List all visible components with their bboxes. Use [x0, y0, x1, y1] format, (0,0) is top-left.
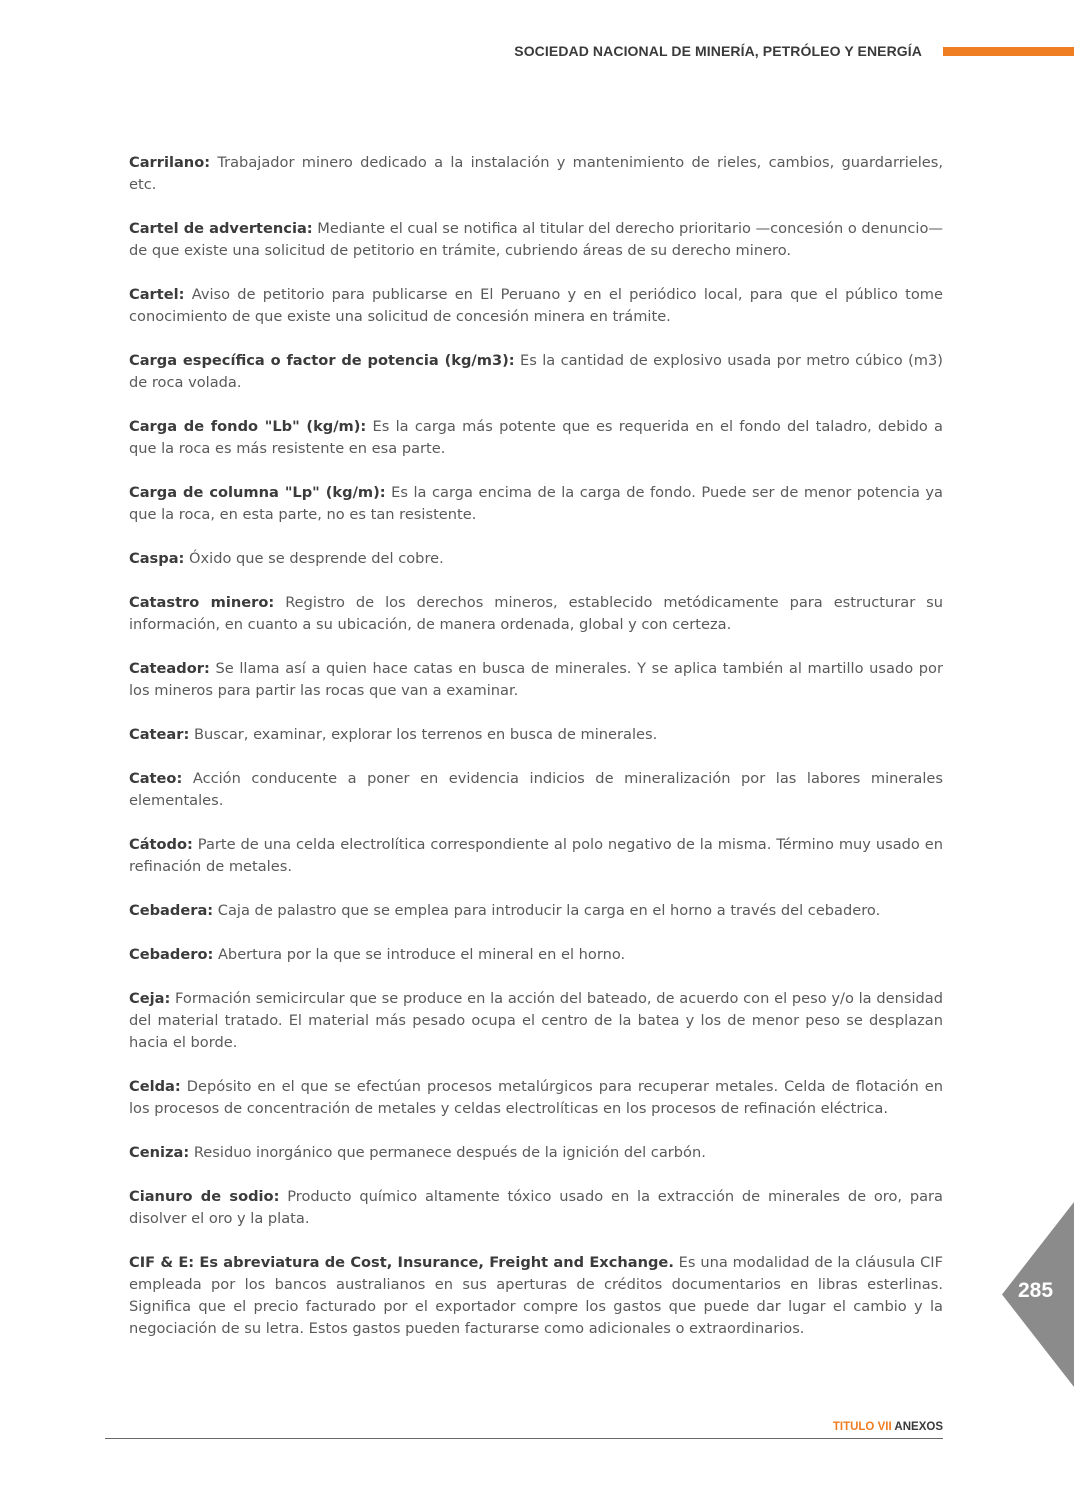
glossary-entry	[129, 988, 943, 1054]
glossary-term: Carrilano:	[129, 154, 211, 171]
glossary-definition: Mediante el cual se notifica al titular del derecho prioritario —concesión o denuncio—de que existe una solicitud de petitorio en trámite, cubriendo áreas de su derecho minero.	[129, 220, 944, 259]
glossary-definition: Óxido que se desprende del cobre.	[184, 550, 444, 567]
glossary-entry	[129, 900, 943, 922]
glossary-term: CIF & E: Es abreviatura de Cost, Insurance, Freight and Exchange.	[129, 1254, 674, 1271]
glossary-content	[129, 152, 943, 1362]
glossary-definition: Es la carga encima de la carga de fondo. Puede ser de menor potencia ya que la roca, en esta parte, no es tan resistente.	[129, 484, 943, 523]
glossary-term: Cateo:	[129, 770, 183, 787]
glossary-term: Cebadera:	[129, 902, 214, 919]
footer-section-label	[833, 1421, 943, 1433]
footer-section-number: TITULO VII	[832, 1421, 892, 1433]
glossary-entry	[129, 768, 943, 812]
glossary-definition: Es una modalidad de la cláusula CIF empleada por los bancos australianos en sus aperturas de créditos documentarios en libras esterlinas. Significa que el precio facturado por el exportador compre los gastos que puede dar lugar el cambio y la negociación de su letra. Estos gastos pueden facturarse como adicionales o extraordinarios.	[129, 1254, 943, 1337]
glossary-definition: Buscar, examinar, explorar los terrenos en busca de minerales.	[189, 726, 658, 743]
glossary-term: Catear:	[129, 726, 190, 743]
glossary-entry	[129, 658, 943, 702]
glossary-definition: Aviso de petitorio para publicarse en El Peruano y en el periódico local, para que el público tome conocimiento de que existe una solicitud de concesión minera en trámite.	[129, 286, 943, 325]
glossary-entry	[129, 218, 943, 262]
glossary-term: Carga específica o factor de potencia (kg/m3):	[129, 352, 515, 369]
glossary-term: Cátodo:	[129, 836, 193, 853]
glossary-term: Ceniza:	[129, 1144, 190, 1161]
glossary-entry	[129, 944, 943, 966]
glossary-definition: Se llama así a quien hace catas en busca de minerales. Y se aplica también al martillo usado por los mineros para partir las rocas que van a examinar.	[129, 660, 943, 699]
glossary-entry	[129, 284, 943, 328]
glossary-definition: Acción conducente a poner en evidencia indicios de mineralización por las labores minerales elementales.	[129, 770, 943, 809]
glossary-term: Cartel de advertencia:	[129, 220, 313, 237]
glossary-entry	[129, 416, 943, 460]
glossary-entry	[129, 834, 943, 878]
page-number: 285	[1018, 1279, 1054, 1302]
glossary-term: Ceja:	[129, 990, 171, 1007]
glossary-term: Caspa:	[129, 550, 185, 567]
glossary-entry	[129, 350, 943, 394]
glossary-entry	[129, 1076, 943, 1120]
glossary-definition: Trabajador minero dedicado a la instalación y mantenimiento de rieles, cambios, guardarrieles, etc.	[129, 154, 943, 193]
glossary-term: Cianuro de sodio:	[129, 1188, 280, 1205]
footer-section-name: ANEXOS	[894, 1421, 943, 1433]
glossary-definition: Formación semicircular que se produce en la acción del bateado, de acuerdo con el peso y/o la densidad del material tratado. El material más pesado ocupa el centro de la batea y los de menor peso se desplazan hacia el borde.	[129, 990, 943, 1051]
glossary-definition: Producto químico altamente tóxico usado en la extracción de minerales de oro, para disolver el oro y la plata.	[129, 1188, 943, 1227]
glossary-entry	[129, 1252, 943, 1340]
header-accent-bar	[943, 47, 1074, 56]
glossary-definition: Depósito en el que se efectúan procesos metalúrgicos para recuperar metales. Celda de flotación en los procesos de concentración de metales y celdas electrolíticas en los procesos de refinación eléctrica.	[129, 1078, 943, 1117]
glossary-term: Catastro minero:	[129, 594, 275, 611]
glossary-term: Cateador:	[129, 660, 210, 677]
glossary-term: Carga de columna "Lp" (kg/m):	[129, 484, 386, 501]
glossary-entry	[129, 1186, 943, 1230]
glossary-term: Cartel:	[129, 286, 185, 303]
glossary-entry	[129, 548, 943, 570]
glossary-term: Carga de fondo "Lb" (kg/m):	[129, 418, 367, 435]
glossary-entry	[129, 152, 943, 196]
footer-rule	[105, 1438, 943, 1439]
glossary-entry	[129, 724, 943, 746]
glossary-term: Cebadero:	[129, 946, 214, 963]
glossary-definition: Residuo inorgánico que permanece después de la ignición del carbón.	[189, 1144, 706, 1161]
glossary-definition: Abertura por la que se introduce el mineral en el horno.	[213, 946, 626, 963]
glossary-definition: Es la carga más potente que es requerida en el fondo del taladro, debido a que la roca es más resistente en esa parte.	[129, 418, 943, 457]
glossary-definition: Parte de una celda electrolítica correspondiente al polo negativo de la misma. Término muy usado en refinación de metales.	[129, 836, 943, 875]
running-header-title: SOCIEDAD NACIONAL DE MINERÍA, PETRÓLEO Y ENERGÍA	[514, 43, 922, 59]
glossary-definition: Registro de los derechos mineros, establecido metódicamente para estructurar su información, en cuanto a su ubicación, de manera ordenada, global y con certeza.	[129, 594, 943, 633]
glossary-entry	[129, 482, 943, 526]
glossary-definition: Caja de palastro que se emplea para introducir la carga en el horno a través del cebadero.	[213, 902, 881, 919]
glossary-entry	[129, 1142, 943, 1164]
glossary-term: Celda:	[129, 1078, 181, 1095]
glossary-definition: Es la cantidad de explosivo usada por metro cúbico (m3) de roca volada.	[129, 352, 943, 391]
glossary-entry	[129, 592, 943, 636]
